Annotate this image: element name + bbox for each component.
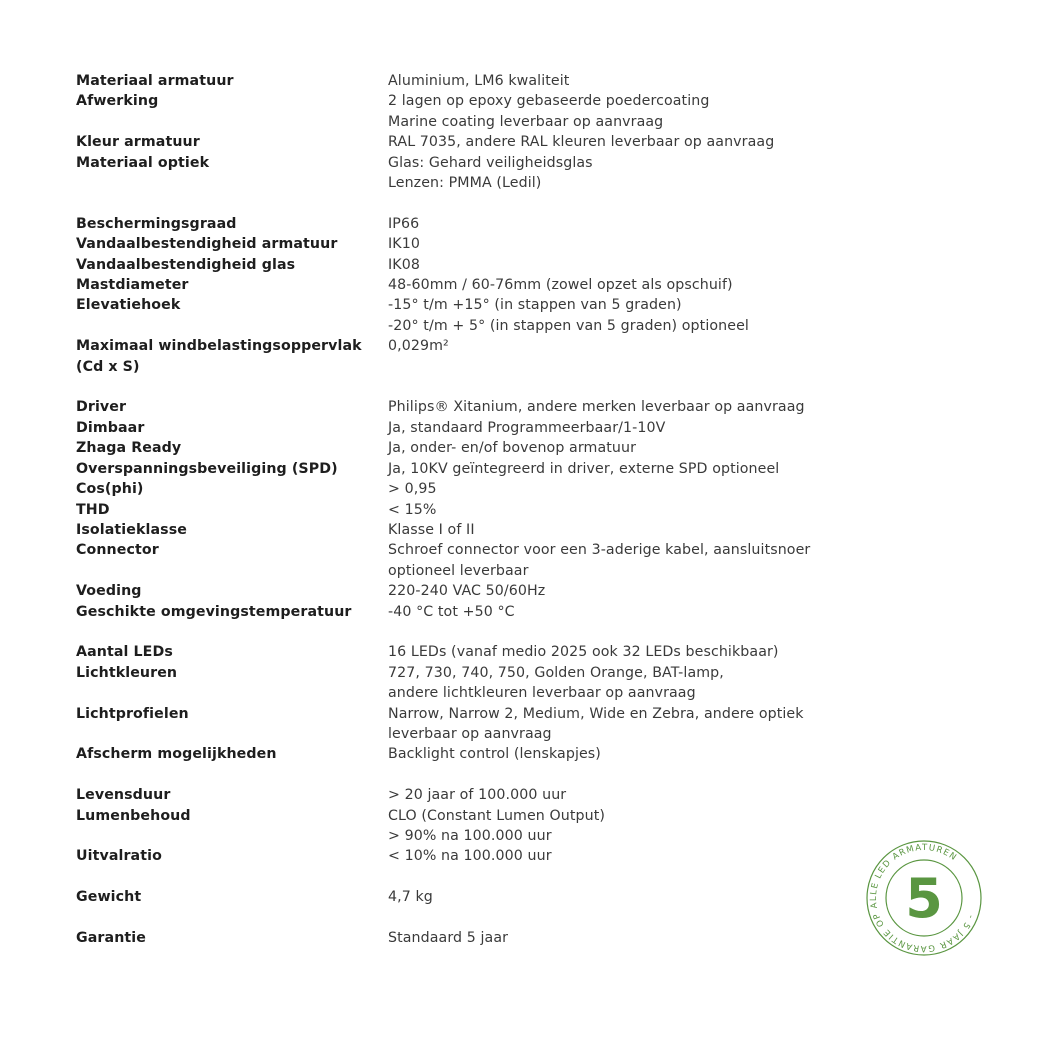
spec-value — [388, 500, 876, 520]
spec-value-line: Klasse I of II — [388, 521, 475, 538]
spec-label — [76, 132, 388, 152]
spec-value-line: > 20 jaar of 100.000 uur — [388, 787, 567, 804]
spec-value-line: optioneel leverbaar — [388, 562, 529, 579]
spec-value-line: CLO (Constant Lumen Output) — [388, 807, 606, 824]
spec-label-line: THD — [76, 501, 110, 518]
spec-label-line: Aantal LEDs — [76, 644, 173, 661]
spec-value-line: 220-240 VAC 50/60Hz — [388, 583, 546, 600]
spec-label-line: Dimbaar — [76, 419, 145, 436]
spec-label — [76, 846, 388, 866]
spec-value — [388, 540, 876, 581]
spec-value — [388, 785, 876, 805]
spec-label-line: Afwerking — [76, 93, 159, 110]
spec-label — [76, 500, 388, 520]
spec-value-line: 16 LEDs (vanaf medio 2025 ook 32 LEDs beschikbaar) — [388, 644, 779, 661]
spec-group — [76, 71, 876, 193]
spec-row — [76, 540, 876, 581]
spec-value-line: Aluminium, LM6 kwaliteit — [388, 73, 570, 89]
spec-value-line: Ja, standaard Programmeerbaar/1-10V — [388, 419, 666, 436]
spec-label — [76, 479, 388, 499]
spec-value-line: Ja, onder- en/of bovenop armatuur — [388, 440, 637, 457]
group-spacer — [76, 377, 876, 397]
spec-value-line: Backlight control (lenskapjes) — [388, 746, 601, 763]
spec-label-line: Connector — [76, 542, 159, 559]
spec-label-line: Lumenbehoud — [76, 807, 191, 824]
spec-value — [388, 418, 876, 438]
spec-label-line: Gewicht — [76, 889, 142, 906]
spec-value-line: < 10% na 100.000 uur — [388, 848, 552, 865]
spec-label — [76, 744, 388, 764]
spec-label-line: Materiaal optiek — [76, 154, 210, 171]
group-spacer — [76, 867, 876, 887]
spec-value-line: IP66 — [388, 215, 420, 232]
spec-row — [76, 479, 876, 499]
spec-row — [76, 785, 876, 805]
spec-label — [76, 397, 388, 417]
spec-label-line: Levensduur — [76, 787, 171, 804]
spec-value — [388, 336, 876, 356]
spec-label-line: (Cd x S) — [76, 358, 140, 375]
spec-label-line: Cos(phi) — [76, 481, 144, 498]
spec-row — [76, 132, 876, 152]
spec-label — [76, 704, 388, 724]
spec-value-line: Lenzen: PMMA (Ledil) — [388, 175, 542, 192]
spec-value — [388, 132, 876, 152]
spec-label — [76, 214, 388, 234]
spec-label-line: Lichtkleuren — [76, 664, 178, 681]
spec-value-line: RAL 7035, andere RAL kleuren leverbaar op aanvraag — [388, 134, 775, 151]
spec-label-line: Materiaal armatuur — [76, 73, 234, 89]
spec-value — [388, 581, 876, 601]
spec-label-line: Beschermingsgraad — [76, 215, 237, 232]
spec-label-line: Driver — [76, 399, 127, 416]
spec-row — [76, 704, 876, 745]
spec-value-line: > 90% na 100.000 uur — [388, 827, 552, 844]
spec-value — [388, 887, 876, 907]
spec-value — [388, 846, 876, 866]
spec-value-line: 2 lagen op epoxy gebaseerde poedercoating — [388, 93, 710, 110]
spec-row — [76, 520, 876, 540]
spec-value — [388, 806, 876, 847]
spec-label — [76, 234, 388, 254]
spec-row — [76, 642, 876, 662]
spec-value — [388, 704, 876, 745]
spec-value-line: -20° t/m + 5° (in stappen van 5 graden) optioneel — [388, 317, 749, 334]
spec-row — [76, 234, 876, 254]
spec-row — [76, 459, 876, 479]
spec-row — [76, 581, 876, 601]
spec-value — [388, 234, 876, 254]
spec-row — [76, 928, 876, 948]
badge-ring-text: - 5 JAAR GARANTIE OP ALLE LED ARMATUREN — [868, 842, 976, 954]
spec-label — [76, 336, 388, 377]
spec-label — [76, 418, 388, 438]
spec-value — [388, 153, 876, 194]
spec-value — [388, 479, 876, 499]
spec-label — [76, 806, 388, 826]
spec-label-line: Zhaga Ready — [76, 440, 182, 457]
spec-value — [388, 642, 876, 662]
spec-row — [76, 663, 876, 704]
spec-value — [388, 91, 876, 132]
spec-group — [76, 397, 876, 621]
spec-value-line: -40 °C tot +50 °C — [388, 603, 515, 620]
spec-value — [388, 255, 876, 275]
spec-value — [388, 459, 876, 479]
spec-label-line: Elevatiehoek — [76, 297, 181, 314]
spec-group — [76, 785, 876, 867]
spec-label-line: Isolatieklasse — [76, 521, 187, 538]
spec-row — [76, 846, 876, 866]
spec-label — [76, 459, 388, 479]
spec-label — [76, 91, 388, 111]
spec-value — [388, 928, 876, 948]
spec-value-line: Marine coating leverbaar op aanvraag — [388, 113, 664, 130]
spec-value-line: Glas: Gehard veiligheidsglas — [388, 154, 593, 171]
spec-label-line: Afscherm mogelijkheden — [76, 746, 277, 763]
spec-row — [76, 397, 876, 417]
spec-value-line: IK08 — [388, 256, 420, 273]
spec-label-line: Vandaalbestendigheid glas — [76, 256, 296, 273]
spec-label — [76, 295, 388, 315]
spec-value-line: -15° t/m +15° (in stappen van 5 graden) — [388, 297, 682, 314]
group-spacer — [76, 193, 876, 213]
spec-value-line: 0,029m² — [388, 338, 449, 355]
spec-value-line: Standaard 5 jaar — [388, 929, 509, 946]
spec-row — [76, 887, 876, 907]
spec-row — [76, 255, 876, 275]
spec-label-line: Voeding — [76, 583, 142, 600]
spec-label — [76, 887, 388, 907]
spec-value-line: < 15% — [388, 501, 437, 518]
spec-row — [76, 91, 876, 132]
spec-label — [76, 153, 388, 173]
spec-row — [76, 744, 876, 764]
spec-value — [388, 602, 876, 622]
spec-label — [76, 928, 388, 948]
spec-value — [388, 744, 876, 764]
spec-value — [388, 663, 876, 704]
spec-label — [76, 581, 388, 601]
spec-table — [76, 71, 876, 948]
spec-row — [76, 275, 876, 295]
spec-group — [76, 928, 876, 948]
spec-value — [388, 295, 876, 336]
spec-value-line: 48-60mm / 60-76mm (zowel opzet als opschuif) — [388, 277, 733, 294]
spec-row — [76, 153, 876, 194]
spec-value — [388, 438, 876, 458]
spec-label — [76, 255, 388, 275]
spec-label — [76, 438, 388, 458]
spec-row — [76, 500, 876, 520]
spec-label-line: Vandaalbestendigheid armatuur — [76, 236, 338, 253]
spec-value — [388, 397, 876, 417]
spec-row — [76, 602, 876, 622]
spec-label — [76, 602, 388, 622]
spec-row — [76, 336, 876, 377]
spec-group — [76, 642, 876, 764]
spec-value-line: leverbaar op aanvraag — [388, 725, 552, 742]
group-spacer — [76, 622, 876, 642]
spec-value-line: Philips® Xitanium, andere merken leverbaar op aanvraag — [388, 399, 805, 416]
spec-label — [76, 785, 388, 805]
spec-value — [388, 275, 876, 295]
spec-row — [76, 71, 876, 91]
spec-value-line: IK10 — [388, 236, 420, 253]
spec-value-line: Narrow, Narrow 2, Medium, Wide en Zebra, andere optiek — [388, 705, 804, 722]
spec-group — [76, 214, 876, 377]
spec-row — [76, 418, 876, 438]
spec-value-line: andere lichtkleuren leverbaar op aanvraag — [388, 685, 696, 702]
spec-label — [76, 71, 388, 91]
spec-row — [76, 214, 876, 234]
spec-value — [388, 520, 876, 540]
spec-label — [76, 275, 388, 295]
spec-value-line: Schroef connector voor een 3-aderige kabel, aansluitsnoer — [388, 542, 811, 559]
group-spacer — [76, 908, 876, 928]
spec-label — [76, 663, 388, 683]
spec-label-line: Maximaal windbelastingsoppervlak — [76, 338, 362, 355]
spec-label-line: Uitvalratio — [76, 848, 162, 865]
spec-label-line: Mastdiameter — [76, 277, 189, 294]
spec-value — [388, 214, 876, 234]
spec-label — [76, 540, 388, 560]
spec-label-line: Geschikte omgevingstemperatuur — [76, 603, 352, 620]
spec-label — [76, 520, 388, 540]
spec-label-line: Kleur armatuur — [76, 134, 200, 151]
spec-value — [388, 71, 876, 91]
spec-value-line: Ja, 10KV geïntegreerd in driver, externe SPD optioneel — [388, 460, 780, 477]
spec-label-line: Garantie — [76, 929, 146, 946]
spec-row — [76, 438, 876, 458]
spec-row — [76, 806, 876, 847]
warranty-badge — [864, 838, 984, 958]
spec-label — [76, 642, 388, 662]
spec-label-line: Lichtprofielen — [76, 705, 189, 722]
spec-value-line: > 0,95 — [388, 481, 437, 498]
badge-number: 5 — [905, 867, 943, 930]
group-spacer — [76, 765, 876, 785]
spec-row — [76, 295, 876, 336]
spec-value-line: 727, 730, 740, 750, Golden Orange, BAT-lamp, — [388, 664, 724, 681]
spec-value-line: 4,7 kg — [388, 889, 433, 906]
spec-label-line: Overspanningsbeveiliging (SPD) — [76, 460, 338, 477]
spec-group — [76, 887, 876, 907]
